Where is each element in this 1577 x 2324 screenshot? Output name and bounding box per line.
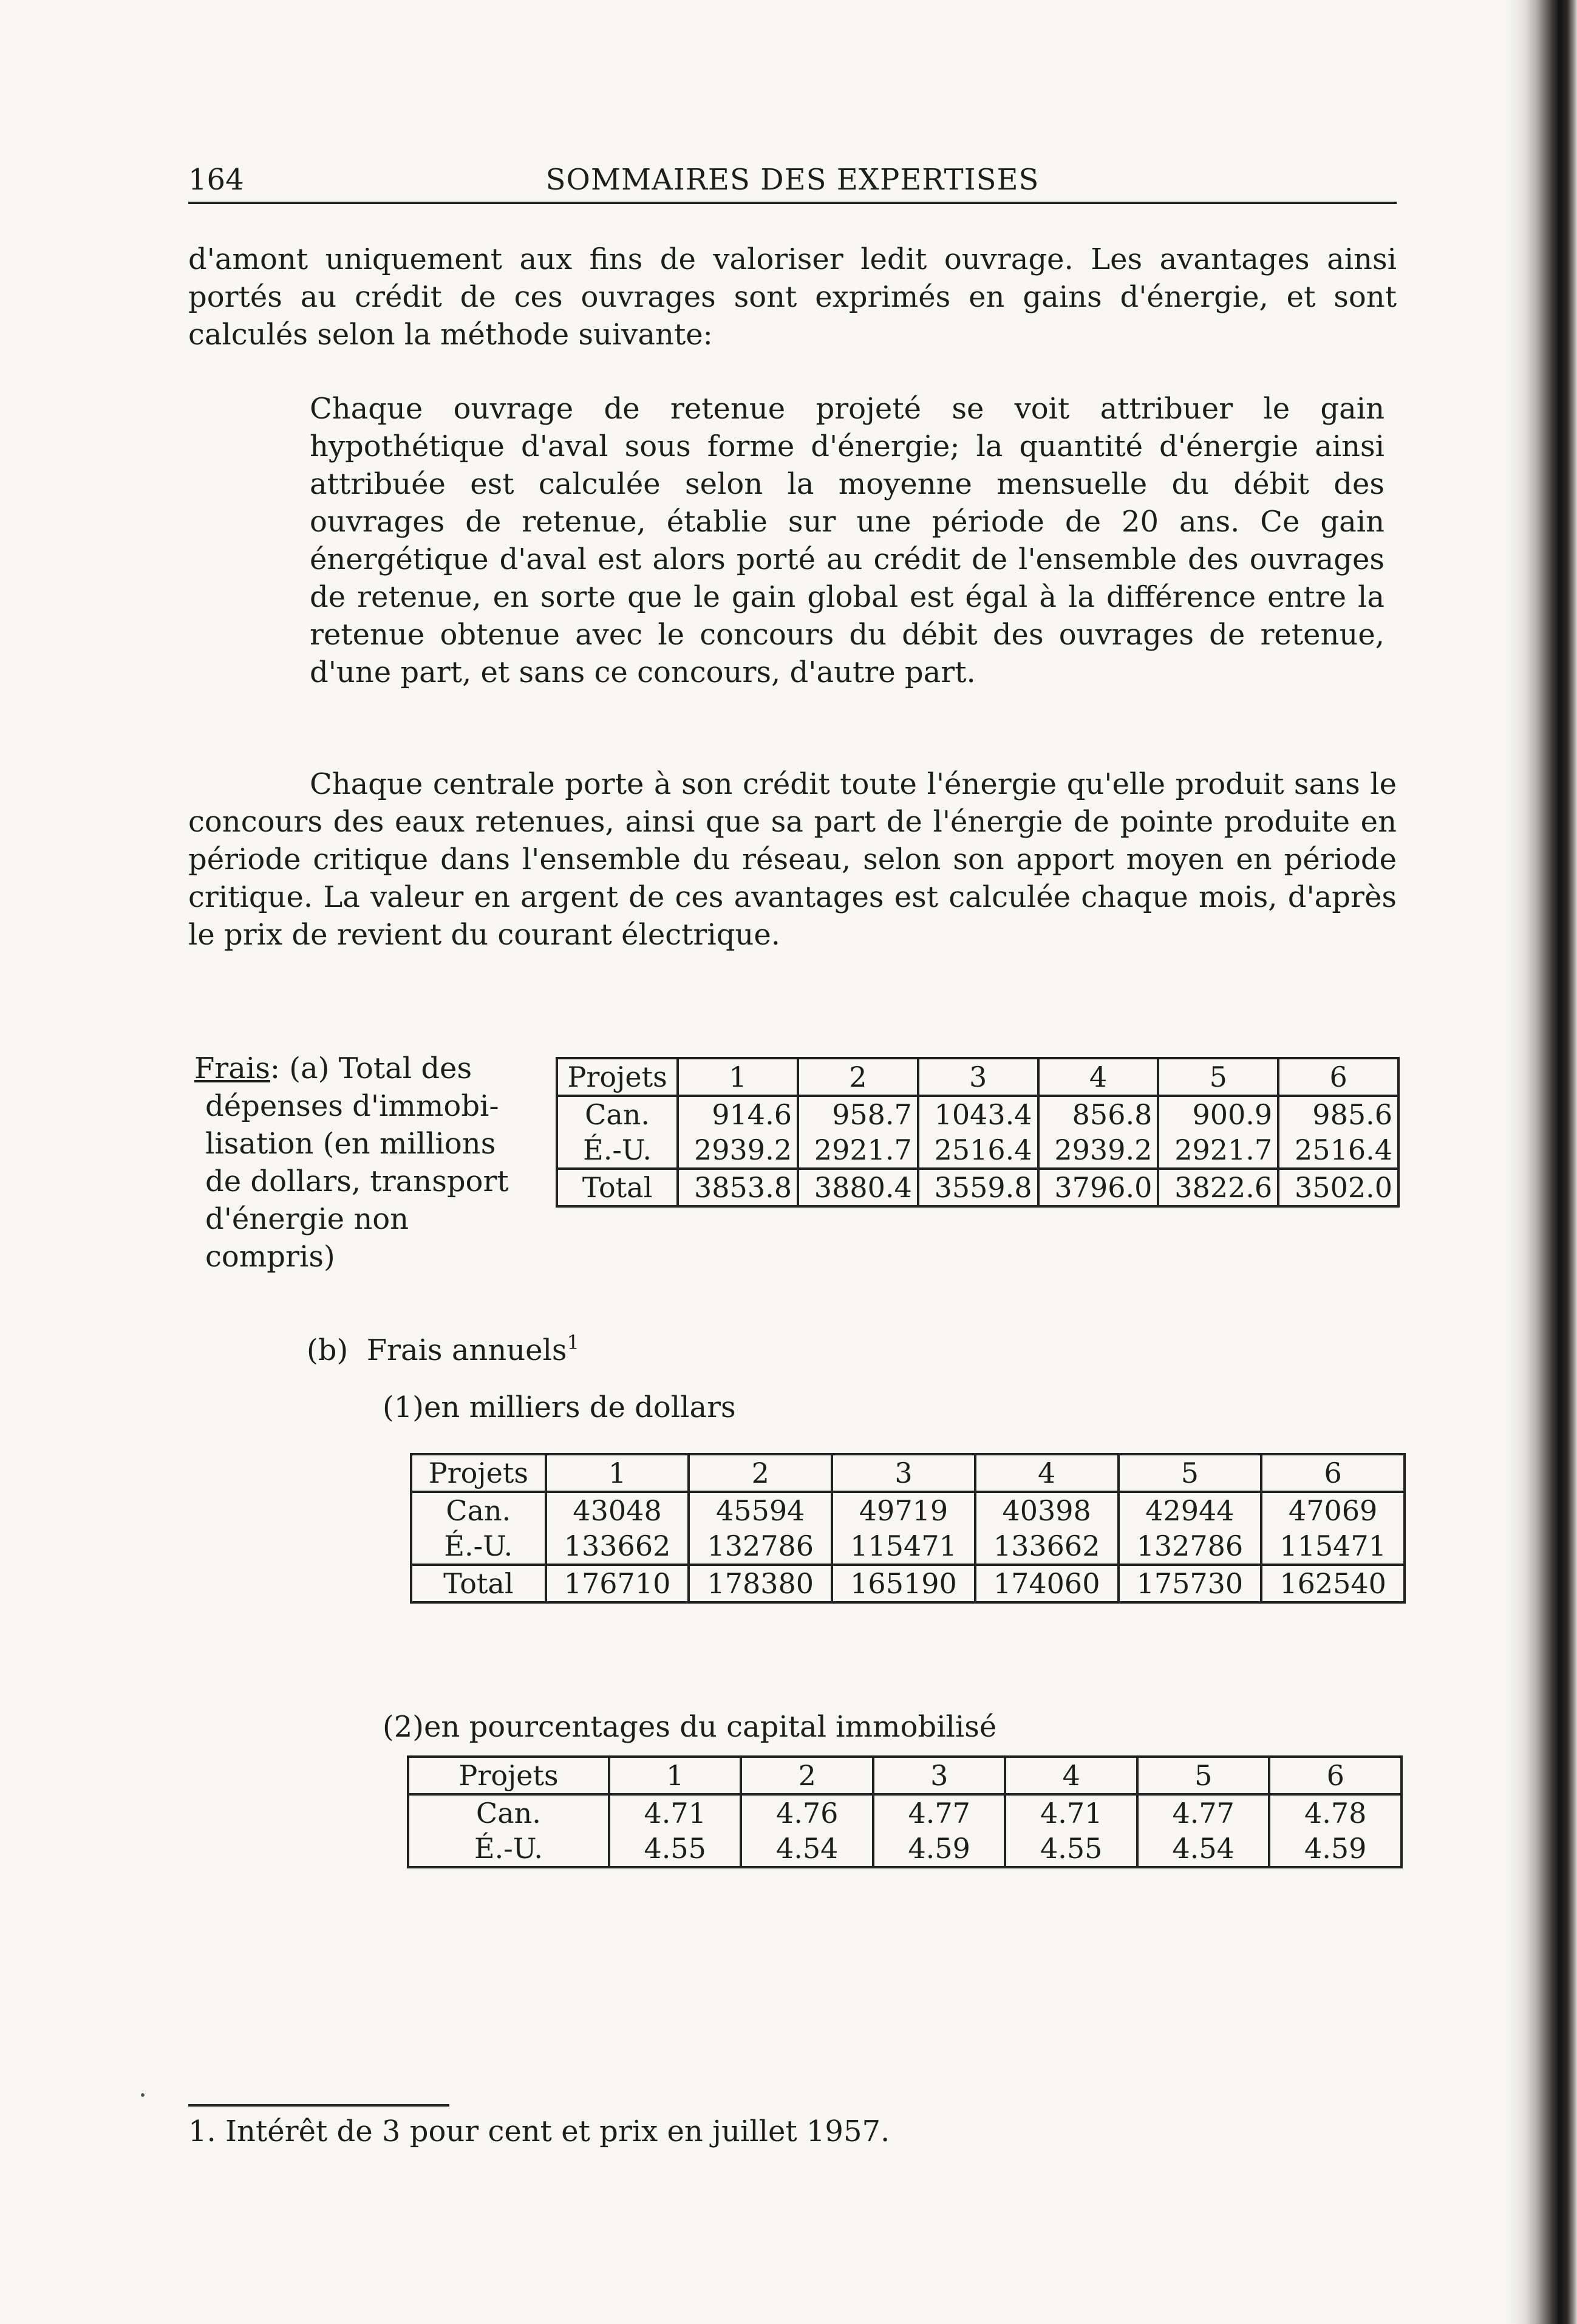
total-cell: 162540	[1261, 1565, 1405, 1602]
annual-cost-table	[410, 1453, 1406, 1604]
table-header-cell: 6	[1269, 1757, 1402, 1794]
table-header-cell: 5	[1137, 1757, 1270, 1794]
table-header-row	[408, 1757, 1402, 1794]
total-label-cell: Total	[557, 1169, 678, 1206]
section-b2-heading: (2)en pourcentages du capital immobilisé	[383, 1710, 997, 1744]
total-cell: 175730	[1119, 1565, 1262, 1602]
page-header	[188, 163, 1397, 204]
table-cell: 49719 115471	[832, 1492, 975, 1565]
table-header-cell: Projets	[408, 1757, 609, 1794]
table-row	[408, 1794, 1402, 1867]
frais-line-3: lisation (en millions	[205, 1127, 496, 1161]
total-cell: 176710	[546, 1565, 689, 1602]
table-header-cell: 4	[1005, 1757, 1137, 1794]
table-row	[411, 1492, 1405, 1565]
table-cell: 856.8 2939.2	[1038, 1096, 1159, 1169]
table-cell: 47069 115471	[1261, 1492, 1405, 1565]
row-label-cell: Can. É.-U.	[408, 1794, 609, 1867]
table-header-row	[411, 1454, 1405, 1492]
table-header-cell: 4	[1038, 1058, 1159, 1096]
table-header-cell: 6	[1278, 1058, 1398, 1096]
table-cell: 42944 132786	[1119, 1492, 1262, 1565]
table-cell: 4.71 4.55	[609, 1794, 741, 1867]
table-header-cell: Projets	[411, 1454, 546, 1492]
frais-line-5: d'énergie non	[205, 1202, 409, 1236]
table-row	[557, 1096, 1398, 1169]
footnote-ref: 1	[567, 1331, 579, 1354]
section-b1-heading: (1)en milliers de dollars	[383, 1390, 736, 1424]
table-cell: 4.77 4.59	[873, 1794, 1006, 1867]
table-header-cell: 4	[975, 1454, 1119, 1492]
footnote: 1. Intérêt de 3 pour cent et prix en juillet 1957.	[188, 2114, 890, 2148]
table-header-cell: 3	[918, 1058, 1038, 1096]
table-cell: 4.78 4.59	[1269, 1794, 1402, 1867]
total-cell: 3559.8	[918, 1169, 1038, 1206]
print-speck	[141, 2093, 145, 2097]
row-label-cell: Can. É.-U.	[411, 1492, 546, 1565]
footnote-divider	[188, 2104, 449, 2107]
table-cell: 985.6 2516.4	[1278, 1096, 1398, 1169]
table-cell: 914.6 2939.2	[678, 1096, 798, 1169]
table-header-cell: 1	[609, 1757, 741, 1794]
total-cell: 3853.8	[678, 1169, 798, 1206]
table-cell: 4.77 4.54	[1137, 1794, 1270, 1867]
table-cell: 45594 132786	[689, 1492, 832, 1565]
capital-cost-table	[556, 1057, 1400, 1208]
row-label-cell: Can. É.-U.	[557, 1096, 678, 1169]
table-header-cell: 5	[1158, 1058, 1278, 1096]
table-header-row	[557, 1058, 1398, 1096]
binding-line	[1558, 0, 1560, 2324]
table-cell: 43048 133662	[546, 1492, 689, 1565]
total-cell: 174060	[975, 1565, 1119, 1602]
table-header-cell: 2	[798, 1058, 918, 1096]
table-cell: 900.9 2921.7	[1158, 1096, 1278, 1169]
table-header-cell: 1	[546, 1454, 689, 1492]
intro-paragraph: d'amont uniquement aux fins de valoriser ledit ouvrage. Les avantages ainsi portés au crédit de ces ouvrages sont exprimés en gains d'énergie, et sont calculés selon la méthode suivante:	[188, 242, 1397, 352]
table-cell: 1043.4 2516.4	[918, 1096, 1038, 1169]
method-quote: Chaque ouvrage de retenue projeté se voit attribuer le gain hypothétique d'aval sous forme d'énergie; la quantité d'énergie ainsi attribuée est calculée selon la moyenne mensuelle du débit des ouvrages de retenue, établie sur une période de 20 ans. Ce gain énergétique d'aval est alors porté au crédit de l'ensemble des ouvrages de retenue, en sorte que le gain global est égal à la différence entre la retenue obtenue avec le concours du débit des ouvrages de retenue, d'une part, et sans ce concours, d'autre part.	[310, 392, 1385, 689]
frais-description	[194, 1050, 540, 1276]
table-cell: 4.71 4.55	[1005, 1794, 1137, 1867]
frais-line-1: Frais: (a) Total des	[194, 1051, 472, 1085]
running-title: SOMMAIRES DES EXPERTISES	[545, 163, 1040, 197]
frais-line-2: dépenses d'immobi-	[205, 1089, 499, 1123]
total-cell: 3880.4	[798, 1169, 918, 1206]
total-cell: 3822.6	[1158, 1169, 1278, 1206]
table-header-cell: 1	[678, 1058, 798, 1096]
table-cell: 40398 133662	[975, 1492, 1119, 1565]
page-binding-edge	[1504, 0, 1577, 2324]
page-number: 164	[188, 163, 244, 197]
frais-line-4: de dollars, transport	[205, 1164, 509, 1198]
total-cell: 165190	[832, 1565, 975, 1602]
total-cell: 178380	[689, 1565, 832, 1602]
table-header-cell: 5	[1119, 1454, 1262, 1492]
percentage-table	[407, 1755, 1403, 1868]
section-b-heading: (b) Frais annuels$^1$	[307, 1331, 579, 1367]
table-cell: 958.7 2921.7	[798, 1096, 918, 1169]
table-total-row	[411, 1565, 1405, 1602]
table-total-row	[557, 1169, 1398, 1206]
table-cell: 4.76 4.54	[741, 1794, 873, 1867]
total-cell: 3796.0	[1038, 1169, 1159, 1206]
table-header-cell: 3	[832, 1454, 975, 1492]
total-cell: 3502.0	[1278, 1169, 1398, 1206]
central-paragraph: Chaque centrale porte à son crédit toute l'énergie qu'elle produit sans le concours des eaux retenues, ainsi que sa part de l'énergie de pointe produite en période critique dans l'ensemble du réseau, selon son apport moyen en période critique. La valeur en argent de ces avantages est calculée chaque mois, d'après le prix de revient du courant électrique.	[188, 767, 1397, 952]
frais-line-6: compris)	[205, 1240, 335, 1274]
table-header-cell: Projets	[557, 1058, 678, 1096]
table-header-cell: 2	[741, 1757, 873, 1794]
frais-label: Frais	[194, 1051, 270, 1085]
table-header-cell: 3	[873, 1757, 1006, 1794]
table-header-cell: 2	[689, 1454, 832, 1492]
table-header-cell: 6	[1261, 1454, 1405, 1492]
total-label-cell: Total	[411, 1565, 546, 1602]
